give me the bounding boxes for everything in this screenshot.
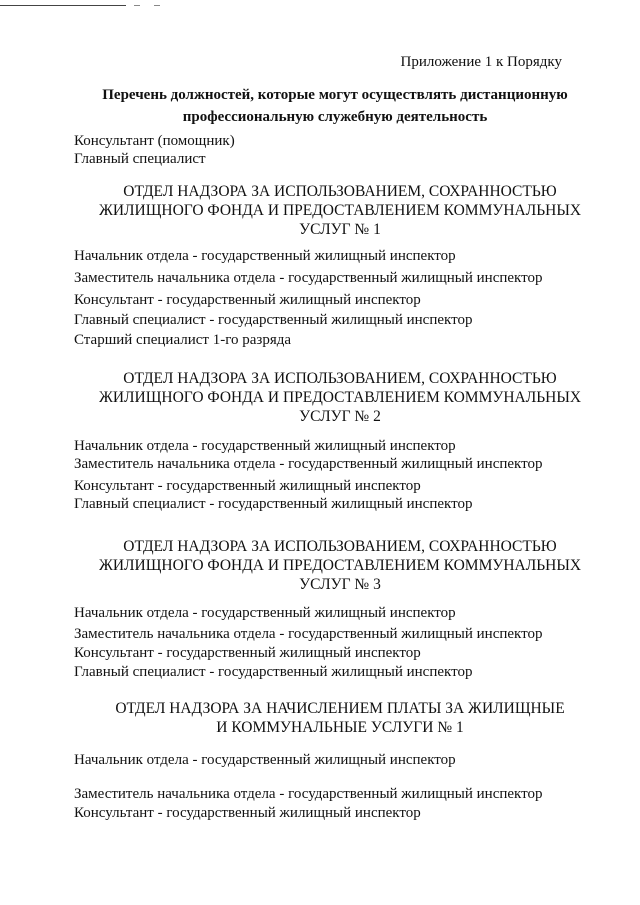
department-heading-line: ЖИЛИЩНОГО ФОНДА И ПРЕДОСТАВЛЕНИЕМ КОММУНАЛЬНЫХ bbox=[98, 557, 582, 574]
department-heading-line: ОТДЕЛ НАДЗОРА ЗА ИСПОЛЬЗОВАНИЕМ, СОХРАННОСТЬЮ bbox=[123, 370, 557, 387]
position-item: Консультант - государственный жилищный инспектор bbox=[74, 645, 421, 661]
position-item: Главный специалист - государственный жилищный инспектор bbox=[74, 664, 473, 680]
department-heading-line: ОТДЕЛ НАДЗОРА ЗА ИСПОЛЬЗОВАНИЕМ, СОХРАННОСТЬЮ bbox=[123, 538, 557, 555]
department-heading-line: УСЛУГ № 2 bbox=[299, 408, 381, 425]
intro-position-list bbox=[74, 132, 235, 168]
position-item: Консультант - государственный жилищный инспектор bbox=[74, 478, 421, 494]
department-heading-line: УСЛУГ № 3 bbox=[299, 576, 381, 593]
position-item: Начальник отдела - государственный жилищный инспектор bbox=[74, 752, 456, 768]
position-item: Главный специалист bbox=[74, 151, 206, 167]
position-item: Заместитель начальника отдела - государственный жилищный инспектор bbox=[74, 626, 543, 642]
department-heading-line: ОТДЕЛ НАДЗОРА ЗА ИСПОЛЬЗОВАНИЕМ, СОХРАННОСТЬЮ bbox=[123, 183, 557, 200]
position-item: Консультант - государственный жилищный инспектор bbox=[74, 805, 421, 821]
appendix-label: Приложение 1 к Порядку bbox=[400, 54, 562, 70]
position-item: Главный специалист - государственный жилищный инспектор bbox=[74, 496, 473, 512]
department-heading bbox=[60, 369, 620, 426]
position-item: Заместитель начальника отдела - государственный жилищный инспектор bbox=[74, 456, 543, 472]
document-title bbox=[70, 84, 600, 128]
position-item: Главный специалист - государственный жилищный инспектор bbox=[74, 312, 473, 328]
position-item: Начальник отдела - государственный жилищный инспектор bbox=[74, 438, 456, 454]
department-heading-line: И КОММУНАЛЬНЫЕ УСЛУГИ № 1 bbox=[216, 719, 464, 736]
position-item: Начальник отдела - государственный жилищный инспектор bbox=[74, 605, 456, 621]
department-heading bbox=[60, 537, 620, 594]
scan-edge-mark bbox=[134, 5, 140, 6]
document-title-line: Перечень должностей, которые могут осуществлять дистанционную bbox=[102, 87, 568, 103]
department-heading bbox=[60, 182, 620, 239]
scan-edge-mark bbox=[154, 5, 160, 6]
position-item: Старший специалист 1-го разряда bbox=[74, 332, 292, 348]
department-heading-line: УСЛУГ № 1 bbox=[299, 221, 381, 238]
document-title-line: профессиональную служебную деятельность bbox=[182, 109, 488, 125]
position-item: Заместитель начальника отдела - государственный жилищный инспектор bbox=[74, 786, 543, 802]
position-item: Начальник отдела - государственный жилищный инспектор bbox=[74, 248, 456, 264]
department-heading-line: ЖИЛИЩНОГО ФОНДА И ПРЕДОСТАВЛЕНИЕМ КОММУНАЛЬНЫХ bbox=[98, 202, 582, 219]
position-item: Заместитель начальника отдела - государственный жилищный инспектор bbox=[74, 270, 543, 286]
department-heading-line: ЖИЛИЩНОГО ФОНДА И ПРЕДОСТАВЛЕНИЕМ КОММУНАЛЬНЫХ bbox=[98, 389, 582, 406]
scan-edge-line bbox=[0, 5, 126, 6]
position-item: Консультант - государственный жилищный инспектор bbox=[74, 292, 421, 308]
department-heading bbox=[60, 699, 620, 737]
department-heading-line: ОТДЕЛ НАДЗОРА ЗА НАЧИСЛЕНИЕМ ПЛАТЫ ЗА ЖИЛИЩНЫЕ bbox=[115, 700, 565, 717]
position-item: Консультант (помощник) bbox=[74, 133, 235, 149]
